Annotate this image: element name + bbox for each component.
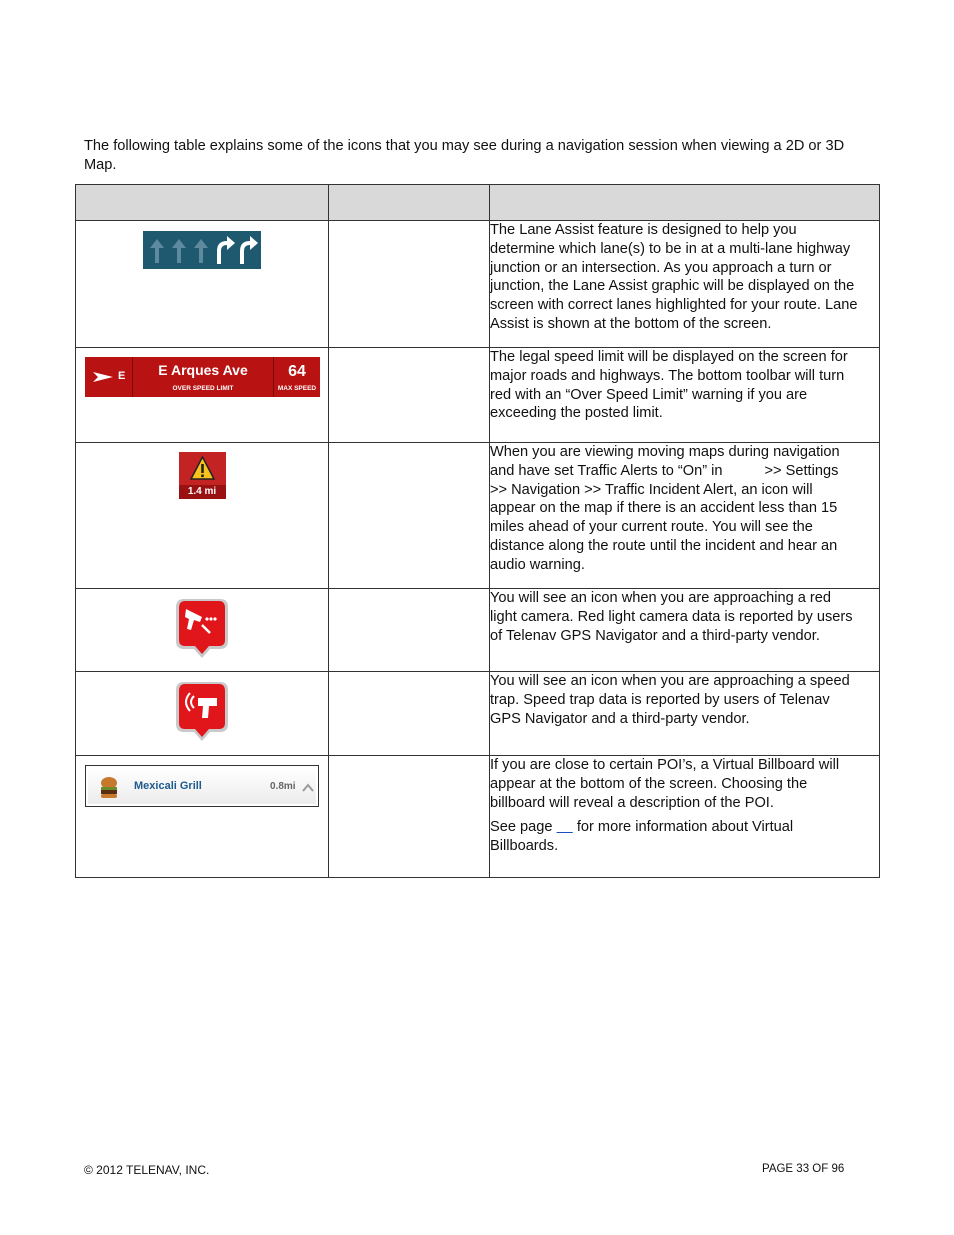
description-line: exceeding the posted limit.	[490, 405, 663, 422]
footer-page-number: PAGE 33 OF 96	[762, 1163, 845, 1175]
lane-assist-icon	[143, 231, 261, 269]
icon-cell	[76, 756, 329, 878]
description-text: and have set Traffic Alerts to “On” in	[490, 462, 723, 479]
icon-cell	[76, 589, 329, 672]
table-row	[76, 348, 880, 443]
description-line: The Lane Assist feature is designed to help you	[490, 222, 797, 238]
incident-distance: 1.4 mi	[179, 485, 226, 499]
table-row	[76, 221, 880, 348]
see-page-paragraph	[490, 818, 879, 856]
icon-cell	[76, 443, 329, 589]
description-line	[490, 462, 879, 481]
name-cell	[329, 672, 490, 756]
max-speed-caption: MAX SPEED	[277, 385, 317, 392]
header-cell-name	[329, 185, 490, 221]
description-cell	[490, 756, 880, 878]
virtual-billboard-icon	[85, 765, 319, 807]
description-text: See page	[490, 819, 553, 836]
description-line	[490, 818, 879, 837]
description-line: junction, the Lane Assist graphic will be displayed on the	[490, 278, 855, 295]
description-line: Assist is shown at the bottom of the screen.	[490, 315, 772, 332]
intro-paragraph: The following table explains some of the icons that you may see during a navigation session when viewing a 2D or 3D Map.	[84, 138, 845, 173]
over-speed-warning: OVER SPEED LIMIT	[172, 385, 234, 392]
description-line: red with an “Over Speed Limit” warning if you are	[490, 386, 808, 403]
description-paragraph	[490, 756, 879, 812]
name-cell	[329, 348, 490, 443]
name-cell	[329, 756, 490, 878]
table-row	[76, 672, 880, 756]
description-line: billboard will reveal a description of the POI.	[490, 794, 774, 811]
table-header-row	[76, 185, 880, 221]
name-cell	[329, 589, 490, 672]
icon-cell	[76, 348, 329, 443]
description-line: If you are close to certain POI’s, a Virtual Billboard will	[490, 757, 840, 773]
description-text: >> Settings	[764, 462, 839, 479]
speed-limit-value: 64	[288, 363, 306, 380]
description-line: of Telenav GPS Navigator and a third-party vendor.	[490, 627, 820, 644]
speed-trap-icon	[174, 680, 230, 746]
poi-name: Mexicali Grill	[134, 780, 202, 792]
description-cell	[490, 672, 880, 756]
heading-direction: E	[118, 370, 126, 382]
compass-arrow-icon	[93, 368, 113, 386]
description-line: GPS Navigator and a third-party vendor.	[490, 710, 750, 727]
icon-cell	[76, 221, 329, 348]
icons-table	[75, 184, 880, 878]
description-line: miles ahead of your current route. You will see the	[490, 519, 813, 536]
description-line: determine which lane(s) to be in at a multi-lane highway	[490, 240, 851, 257]
name-cell	[329, 443, 490, 589]
description-cell	[490, 589, 880, 672]
header-cell-icon	[76, 185, 329, 221]
description-line: screen with correct lanes highlighted for your route. Lane	[490, 297, 858, 314]
description-line: When you are viewing moving maps during navigation	[490, 444, 840, 460]
table-row	[76, 589, 880, 672]
poi-distance: 0.8mi	[270, 781, 296, 792]
description-line: appear on the map if there is an accident less than 15	[490, 500, 838, 517]
description-line: major roads and highways. The bottom toolbar will turn	[490, 367, 845, 384]
speed-limit-toolbar-icon	[85, 357, 320, 397]
description-line: trap. Speed trap data is reported by users of Telenav	[490, 691, 830, 708]
footer-copyright: © 2012 TELENAV, INC.	[84, 1163, 210, 1177]
description-line: >> Navigation >> Traffic Incident Alert, an icon will	[490, 481, 813, 498]
description-line: You will see an icon when you are approaching a speed	[490, 673, 850, 689]
description-line: audio warning.	[490, 556, 585, 573]
header-cell-description	[490, 185, 880, 221]
table-row	[76, 443, 880, 589]
description-line: The legal speed limit will be displayed on the screen for	[490, 349, 848, 365]
street-name: E Arques Ave	[158, 362, 248, 378]
table-row	[76, 756, 880, 878]
red-light-camera-icon	[174, 597, 230, 663]
description-line: distance along the route until the incident and hear an	[490, 537, 838, 554]
description-line: You will see an icon when you are approaching a red	[490, 590, 832, 606]
icon-cell	[76, 672, 329, 756]
name-cell	[329, 221, 490, 348]
burger-icon	[99, 775, 119, 801]
chevron-up-icon	[302, 783, 314, 792]
description-line: Billboards.	[490, 838, 559, 855]
warning-triangle-icon	[190, 456, 215, 480]
description-cell	[490, 221, 880, 348]
description-line: junction or an intersection. As you approach a turn or	[490, 259, 832, 276]
description-line: appear at the bottom of the screen. Choosing the	[490, 775, 808, 792]
description-cell	[490, 443, 880, 589]
description-line: light camera. Red light camera data is reported by users	[490, 608, 853, 625]
traffic-alert-icon	[179, 452, 226, 499]
page-reference-link[interactable]	[557, 819, 573, 835]
description-cell	[490, 348, 880, 443]
description-text: for more information about Virtual	[576, 819, 794, 836]
